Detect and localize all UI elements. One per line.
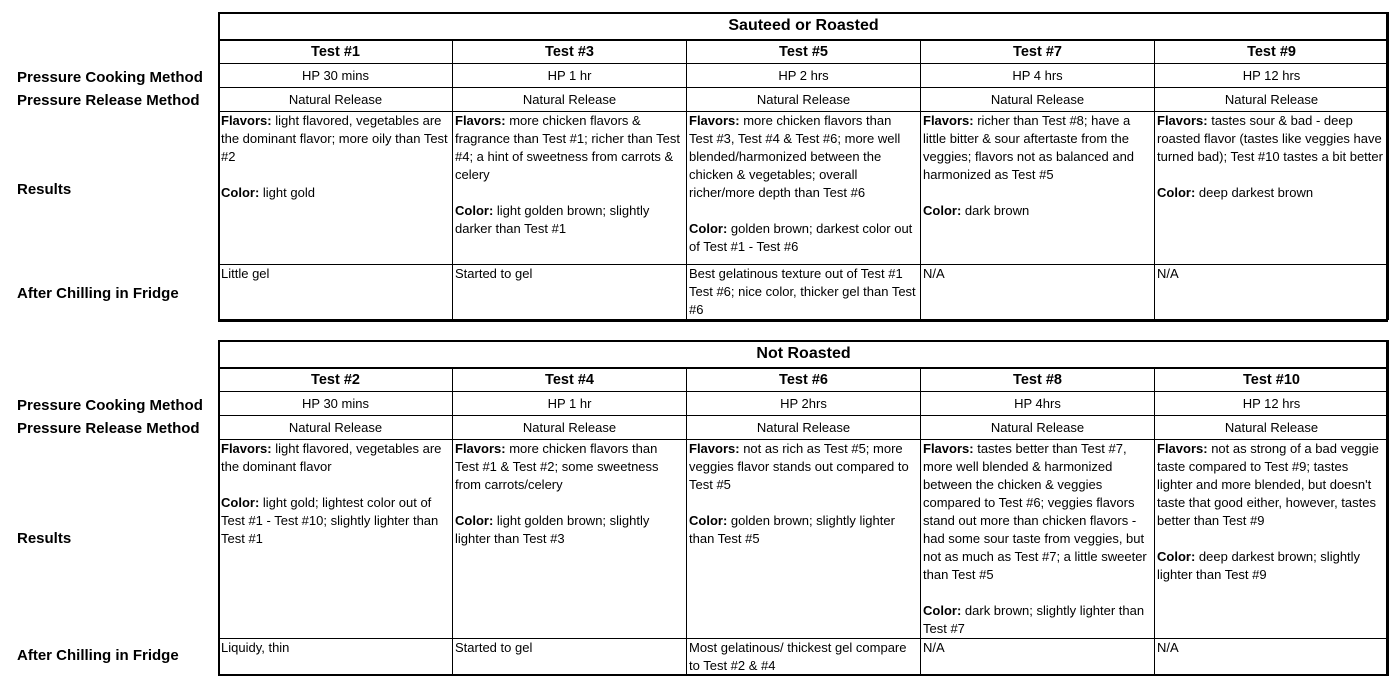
color-key: Color: (689, 513, 728, 528)
flavors-text (923, 112, 1152, 184)
flavors-text (221, 112, 450, 166)
cooking-cell: HP 1 hr (453, 392, 687, 416)
label-cooking-method: Pressure Cooking Method (17, 69, 203, 86)
color-value: dark brown; slightly lighter than Test #7 (923, 603, 1145, 636)
color-value: light golden brown; slightly darker than Test #1 (455, 203, 650, 236)
flavors-text (1157, 112, 1386, 166)
flavors-value: not as strong of a bad veggie taste compared to Test #9; tastes lighter and more blended, but doesn't taste that good either, however, tastes better than Test #9 (1157, 441, 1379, 528)
release-cell: Natural Release (453, 416, 687, 440)
results-cell (921, 440, 1155, 639)
label-after-chilling: After Chilling in Fridge (17, 647, 179, 664)
color-text (689, 512, 918, 548)
cooking-cell: HP 4 hrs (921, 64, 1155, 88)
section-title: Not Roasted (219, 341, 1389, 368)
flavors-value: richer than Test #8; have a little bitter & sour aftertaste from the veggies; flavors not as balanced and harmonized as Test #5 (923, 113, 1135, 182)
release-cell: Natural Release (453, 88, 687, 112)
chilling-cell: Little gel (219, 265, 453, 320)
results-table (218, 340, 1389, 676)
flavors-value: more chicken flavors than Test #3, Test #4 & Test #6; more well blended/harmonized between the chicken & vegetables; overall richer/more depth than Test #6 (689, 113, 901, 200)
flavors-key: Flavors: (923, 113, 974, 128)
color-key: Color: (221, 185, 260, 200)
chilling-cell: Most gelatinous/ thickest gel compare to Test #2 & #4 (687, 639, 921, 676)
color-key: Color: (221, 495, 260, 510)
color-text (221, 184, 450, 202)
results-cell (453, 112, 687, 265)
flavors-key: Flavors: (221, 441, 272, 456)
color-value: dark brown (964, 203, 1030, 218)
cooking-cell: HP 12 hrs (1155, 392, 1389, 416)
color-value: deep darkest brown; slightly lighter than Test #9 (1157, 549, 1361, 582)
section-not-roasted (0, 340, 1400, 676)
flavors-key: Flavors: (455, 441, 506, 456)
results-cell (687, 440, 921, 639)
results-cell (219, 112, 453, 265)
color-key: Color: (923, 603, 962, 618)
flavors-key: Flavors: (689, 441, 740, 456)
color-value: golden brown; darkest color out of Test #1 - Test #6 (689, 221, 913, 254)
release-cell: Natural Release (687, 88, 921, 112)
test-header: Test #2 (219, 368, 453, 392)
color-text (689, 220, 918, 256)
results-cell (453, 440, 687, 639)
chilling-cell: Liquidy, thin (219, 639, 453, 676)
color-value: light gold (262, 185, 315, 200)
chilling-cell: N/A (921, 265, 1155, 320)
cooking-cell: HP 2 hrs (687, 64, 921, 88)
flavors-value: tastes better than Test #7, more well blended & harmonized between the chicken & veggies compared to Test #6; veggies flavors stand out more than chicken flavors - had some sour taste from veggies, but not as much as Test #7; a little sweeter than Test #5 (923, 441, 1147, 582)
color-key: Color: (689, 221, 728, 236)
chilling-cell: N/A (1155, 639, 1389, 676)
results-cell (1155, 440, 1389, 639)
test-header: Test #10 (1155, 368, 1389, 392)
results-cell (921, 112, 1155, 265)
section-title: Sauteed or Roasted (219, 13, 1389, 40)
color-value: deep darkest brown (1198, 185, 1314, 200)
chilling-cell: Best gelatinous texture out of Test #1 Test #6; nice color, thicker gel than Test #6 (687, 265, 921, 320)
color-key: Color: (455, 513, 494, 528)
label-after-chilling: After Chilling in Fridge (17, 285, 179, 302)
color-text (455, 512, 684, 548)
color-key: Color: (1157, 185, 1196, 200)
flavors-value: tastes sour & bad - deep roasted flavor (tastes like veggies have turned bad); Test #10 tastes a bit better (1157, 113, 1383, 164)
label-release-method: Pressure Release Method (17, 420, 200, 437)
flavors-text (689, 440, 918, 494)
cooking-cell: HP 4hrs (921, 392, 1155, 416)
color-text (923, 202, 1152, 220)
color-text (1157, 184, 1386, 202)
release-cell: Natural Release (1155, 416, 1389, 440)
flavors-value: more chicken flavors than Test #1 & Test #2; some sweetness from carrots/celery (455, 441, 659, 492)
chilling-cell: Started to gel (453, 639, 687, 676)
test-header: Test #4 (453, 368, 687, 392)
test-header: Test #6 (687, 368, 921, 392)
flavors-value: light flavored, vegetables are the dominant flavor; more oily than Test #2 (221, 113, 448, 164)
flavors-key: Flavors: (221, 113, 272, 128)
flavors-value: not as rich as Test #5; more veggies flavor stands out compared to Test #5 (689, 441, 909, 492)
flavors-text (923, 440, 1152, 584)
release-cell: Natural Release (219, 416, 453, 440)
label-cooking-method: Pressure Cooking Method (17, 397, 203, 414)
cooking-cell: HP 30 mins (219, 392, 453, 416)
flavors-text (689, 112, 918, 202)
release-cell: Natural Release (921, 416, 1155, 440)
results-cell (687, 112, 921, 265)
color-key: Color: (923, 203, 962, 218)
color-key: Color: (455, 203, 494, 218)
flavors-key: Flavors: (1157, 113, 1208, 128)
results-cell (219, 440, 453, 639)
label-release-method: Pressure Release Method (17, 92, 200, 109)
test-header: Test #8 (921, 368, 1155, 392)
release-cell: Natural Release (921, 88, 1155, 112)
color-value: light golden brown; slightly lighter than Test #3 (455, 513, 650, 546)
cooking-cell: HP 2hrs (687, 392, 921, 416)
test-header: Test #5 (687, 40, 921, 64)
test-header: Test #9 (1155, 40, 1389, 64)
chilling-cell: N/A (921, 639, 1155, 676)
color-text (221, 494, 450, 548)
cooking-cell: HP 30 mins (219, 64, 453, 88)
flavors-key: Flavors: (689, 113, 740, 128)
release-cell: Natural Release (219, 88, 453, 112)
flavors-text (455, 440, 684, 494)
results-table (218, 12, 1389, 320)
color-text (455, 202, 684, 238)
release-cell: Natural Release (1155, 88, 1389, 112)
flavors-key: Flavors: (923, 441, 974, 456)
test-header: Test #7 (921, 40, 1155, 64)
flavors-text (455, 112, 684, 184)
flavors-value: more chicken flavors & fragrance than Test #1; richer than Test #4; a hint of sweetness from carrots & celery (455, 113, 680, 182)
color-text (923, 602, 1152, 638)
test-header: Test #3 (453, 40, 687, 64)
color-key: Color: (1157, 549, 1196, 564)
flavors-key: Flavors: (455, 113, 506, 128)
flavors-text (221, 440, 450, 476)
section-sauteed-roasted (0, 12, 1400, 322)
color-value: light gold; lightest color out of Test #1 - Test #10; slightly lighter than Test #1 (221, 495, 439, 546)
color-text (1157, 548, 1386, 584)
flavors-value: light flavored, vegetables are the dominant flavor (221, 441, 442, 474)
flavors-text (1157, 440, 1386, 530)
release-cell: Natural Release (687, 416, 921, 440)
cooking-cell: HP 12 hrs (1155, 64, 1389, 88)
cooking-cell: HP 1 hr (453, 64, 687, 88)
label-results: Results (17, 181, 72, 198)
test-header: Test #1 (219, 40, 453, 64)
chilling-cell: Started to gel (453, 265, 687, 320)
color-value: golden brown; slightly lighter than Test #5 (689, 513, 895, 546)
flavors-key: Flavors: (1157, 441, 1208, 456)
label-results: Results (17, 530, 72, 547)
chilling-cell: N/A (1155, 265, 1389, 320)
results-cell (1155, 112, 1389, 265)
